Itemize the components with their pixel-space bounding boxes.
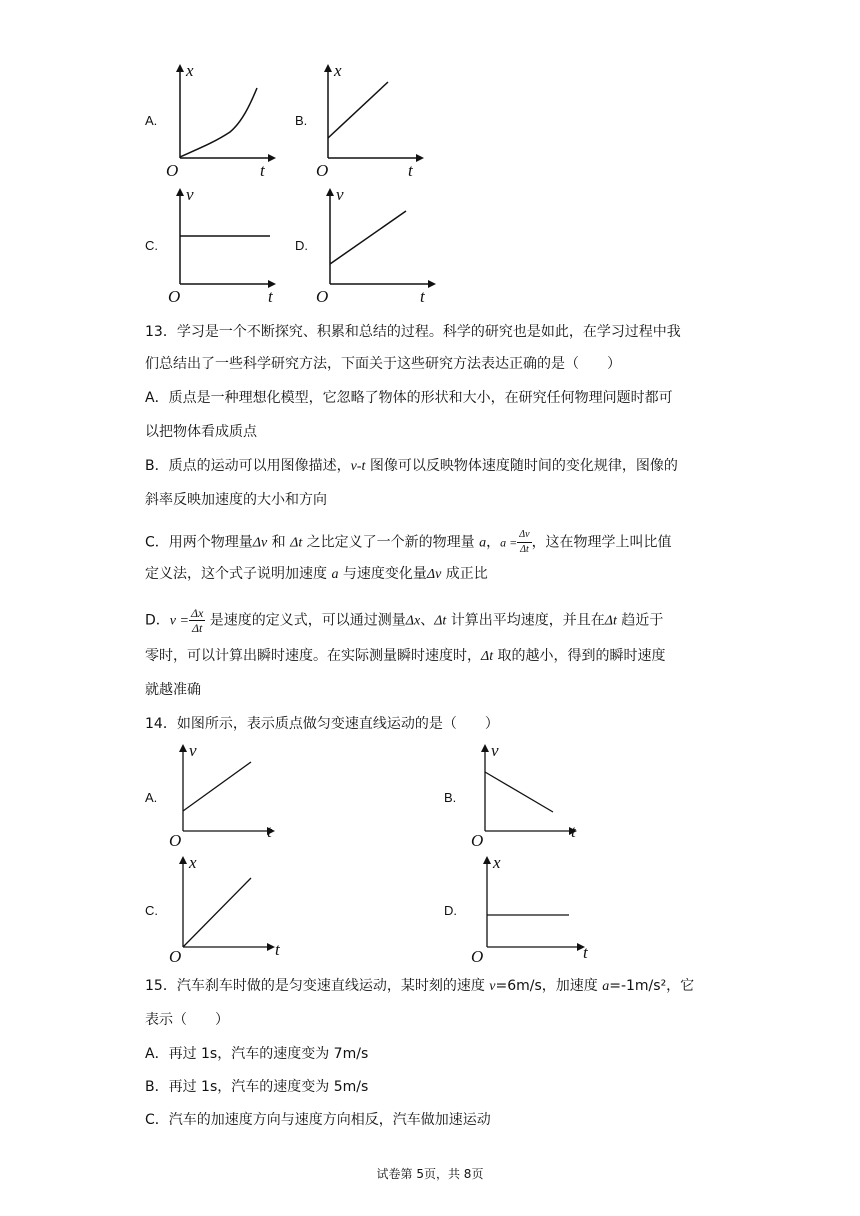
q13-d-dx: Δx [405, 613, 421, 629]
graph-top-d [310, 184, 440, 308]
q14-graph-c-yaxis: x [189, 853, 197, 872]
q15-text-2: =6m/s，加速度 [495, 978, 603, 994]
q13-c-fraction [517, 528, 531, 557]
graph-top-c-yaxis: v [186, 185, 194, 204]
q13-c-dt: Δt [290, 535, 303, 551]
q13-c-text-3: 之比定义了一个新的物理量 [302, 534, 480, 551]
q14-option-d-label: D. [444, 903, 457, 918]
q13-d-text-3: 、 [420, 612, 435, 629]
option-b-label: B. [295, 113, 308, 128]
q13-d-text-5: 趋近于 [616, 612, 664, 629]
q14-graph-b [465, 740, 595, 850]
q13-stem-line2: 们总结出了一些科学研究方法，下面关于这些研究方法表达正确的是（ ） [145, 356, 621, 372]
q13-c2-text-2: 与速度变化量 [338, 566, 427, 582]
graph-top-d-xaxis: t [420, 287, 425, 306]
graph-top-a [160, 60, 280, 180]
graph-top-b-origin: O [316, 161, 329, 180]
q13-option-a-line2: 以把物体看成质点 [145, 424, 257, 440]
q14-graph-d [467, 852, 597, 964]
q13-b-text-2: 图像可以反映物体速度随时间的变化规律，图像的 [365, 458, 678, 474]
q13-d-frac-den: Δt [191, 621, 203, 635]
graph-top-c [160, 184, 280, 308]
graph-top-a-origin: O [166, 161, 179, 180]
q14-graph-d-yaxis: x [493, 853, 501, 872]
graph-top-b-yaxis: x [334, 61, 342, 80]
q14-graph-c-origin: O [169, 947, 182, 966]
q15-stem-line1 [145, 976, 694, 997]
q14-graph-d-origin: O [471, 947, 484, 966]
q15-text-3: =-1m/s²，它 [609, 978, 695, 994]
q15-stem-line2: 表示（ ） [145, 1012, 229, 1028]
graph-top-d-origin: O [316, 287, 329, 306]
q13-stem-line1: 13．学习是一个不断探究、积累和总结的过程。科学的研究也是如此，在学习过程中我 [145, 324, 681, 340]
q13-option-d-line2 [145, 646, 666, 667]
q13-c2-a: a [331, 567, 339, 582]
q14-graph-a-origin: O [169, 831, 182, 850]
q13-option-d-line1 [145, 606, 663, 635]
q13-c-eq-lhs: a = [500, 535, 518, 550]
q15-text-1: 15．汽车刹车时做的是匀变速直线运动，某时刻的速度 [145, 978, 490, 994]
q14-option-a-label: A. [145, 790, 158, 805]
q13-c-text-2: 和 [267, 534, 291, 551]
q13-d-dt-2: Δt [604, 613, 617, 629]
q13-option-a-line1: A．质点是一种理想化模型，它忽略了物体的形状和大小，在研究任何物理问题时都可 [145, 390, 673, 406]
q15-option-c: C．汽车的加速度方向与速度方向相反，汽车做加速运动 [145, 1112, 491, 1128]
q13-c2-dv: Δv [426, 567, 442, 582]
q13-c-text-5: ，这在物理学上叫比值 [531, 534, 672, 551]
q14-graph-a-xaxis: t [267, 822, 272, 841]
graph-top-a-yaxis: x [186, 61, 194, 80]
q14-option-c-label: C. [145, 903, 158, 918]
q13-d-text-2: 是速度的定义式，可以通过测量 [205, 612, 406, 629]
q13-option-b-line1 [145, 456, 678, 477]
q14-graph-a-yaxis: v [189, 741, 197, 760]
q13-d-fraction [189, 606, 205, 635]
option-c-label: C. [145, 238, 158, 253]
q14-graph-b-origin: O [471, 831, 484, 850]
graph-top-b [308, 60, 428, 180]
q13-d-text-1: D． [145, 612, 170, 629]
q13-b-text-1: B．质点的运动可以用图像描述， [145, 458, 351, 474]
q13-d2-dt: Δt [481, 649, 494, 664]
q14-stem: 14．如图所示，表示质点做匀变速直线运动的是（ ） [145, 716, 499, 732]
q13-c2-text-1: 定义法，这个式子说明加速度 [145, 566, 332, 582]
page-footer: 试卷第 5页，共 8页 [376, 1167, 484, 1181]
q14-graph-c [163, 852, 293, 964]
graph-top-d-yaxis: v [336, 185, 344, 204]
q13-c-dv: Δv [252, 535, 268, 551]
option-a-label: A. [145, 113, 158, 128]
q13-c2-text-3: 成正比 [441, 566, 488, 582]
graph-top-b-xaxis: t [408, 161, 413, 180]
q13-d-dt: Δt [434, 613, 447, 629]
q13-option-b-line2: 斜率反映加速度的大小和方向 [145, 492, 327, 508]
q15-option-a: A．再过 1s，汽车的速度变为 7m/s [145, 1046, 369, 1062]
q13-d-eq-lhs: v = [169, 613, 189, 629]
q13-option-d-line3: 就越准确 [145, 682, 201, 698]
q13-c-a: a [479, 535, 487, 551]
graph-top-c-xaxis: t [268, 287, 273, 306]
q13-c-frac-num: Δv [517, 528, 531, 543]
q13-d2-text-1: 零时，可以计算出瞬时速度。在实际测量瞬时速度时， [145, 648, 481, 664]
q13-c-frac-den: Δt [520, 544, 529, 555]
q14-option-b-label: B. [444, 790, 457, 805]
q13-b-vt: v-t [350, 459, 366, 474]
q13-c-text-4: ， [486, 534, 501, 551]
q15-a: a [602, 979, 610, 994]
q14-graph-d-xaxis: t [583, 943, 588, 962]
q13-c-text-1: C．用两个物理量 [145, 534, 253, 551]
q13-option-c-line2 [145, 564, 488, 585]
q13-d-text-4: 计算出平均速度，并且在 [446, 612, 605, 629]
q13-option-c-line1 [145, 528, 672, 557]
q14-graph-b-xaxis: t [571, 822, 576, 841]
q13-d-frac-num: Δx [190, 606, 204, 620]
graph-top-a-xaxis: t [260, 161, 265, 180]
q14-graph-c-xaxis: t [275, 940, 280, 959]
q14-graph-b-yaxis: v [491, 741, 499, 760]
q15-option-b: B．再过 1s，汽车的速度变为 5m/s [145, 1079, 369, 1095]
q14-graph-a [163, 740, 283, 850]
option-d-label: D. [295, 238, 308, 253]
q15-v: v [489, 979, 496, 994]
q13-d2-text-2: 取的越小，得到的瞬时速度 [493, 648, 666, 664]
graph-top-c-origin: O [168, 287, 181, 306]
